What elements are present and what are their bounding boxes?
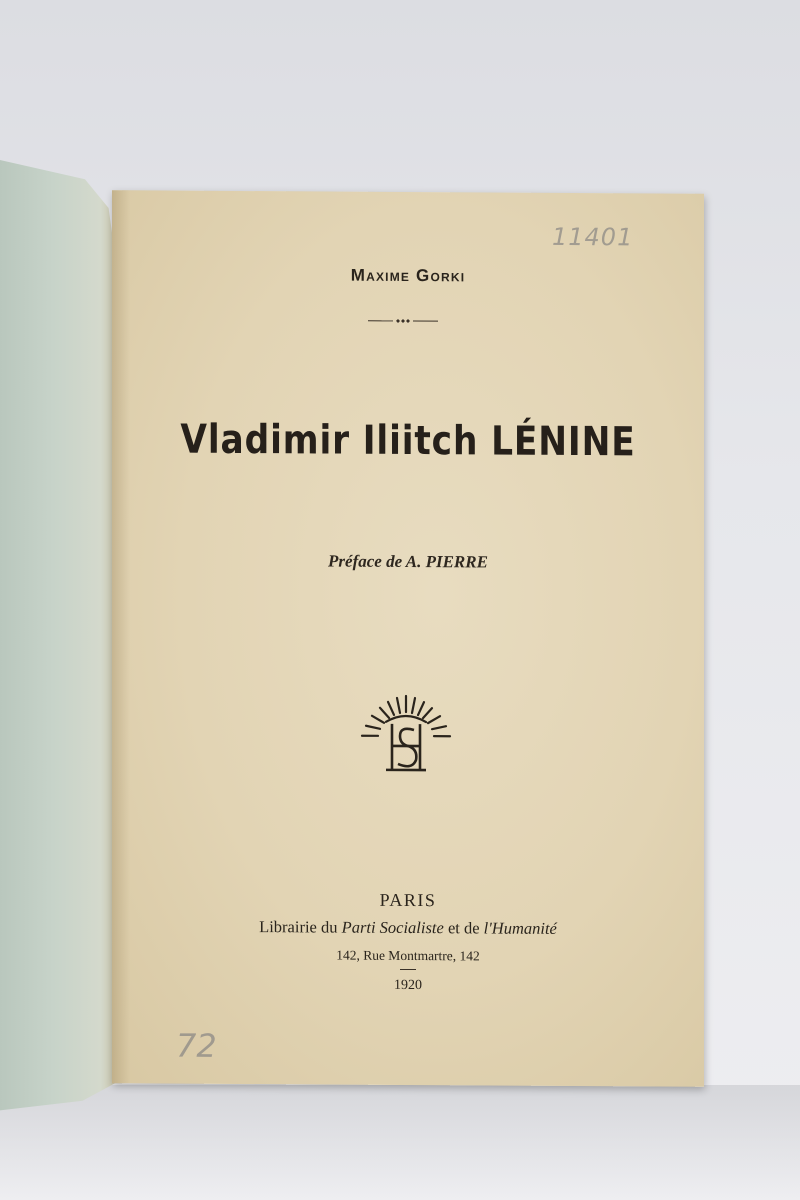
- publisher-mid: et de: [443, 918, 484, 938]
- address-dash: [400, 969, 416, 970]
- publication-city: PARIS: [379, 889, 437, 911]
- background-shadow: [0, 1085, 800, 1200]
- author-name: Maxime Gorki: [350, 265, 466, 286]
- publisher-line: [112, 916, 704, 940]
- publisher-party: Parti Socialiste: [341, 917, 444, 938]
- ornament-divider: [368, 316, 438, 326]
- cover-flap: [0, 160, 118, 1120]
- preface-line: Préface de A. PIERRE: [328, 551, 488, 572]
- title-page: [112, 190, 704, 1087]
- publisher-paper: l'Humanité: [483, 918, 557, 938]
- pencil-note-bottom: 72: [176, 1026, 217, 1065]
- book-title: Vladimir Iliitch LÉNINE: [180, 416, 636, 466]
- publisher-address: 142, Rue Montmartre, 142: [336, 947, 480, 964]
- publication-year: 1920: [394, 977, 422, 994]
- publisher-prefix: Librairie du: [259, 917, 342, 937]
- pencil-note-top: 11401: [552, 222, 634, 252]
- publisher-emblem-icon: [356, 692, 456, 783]
